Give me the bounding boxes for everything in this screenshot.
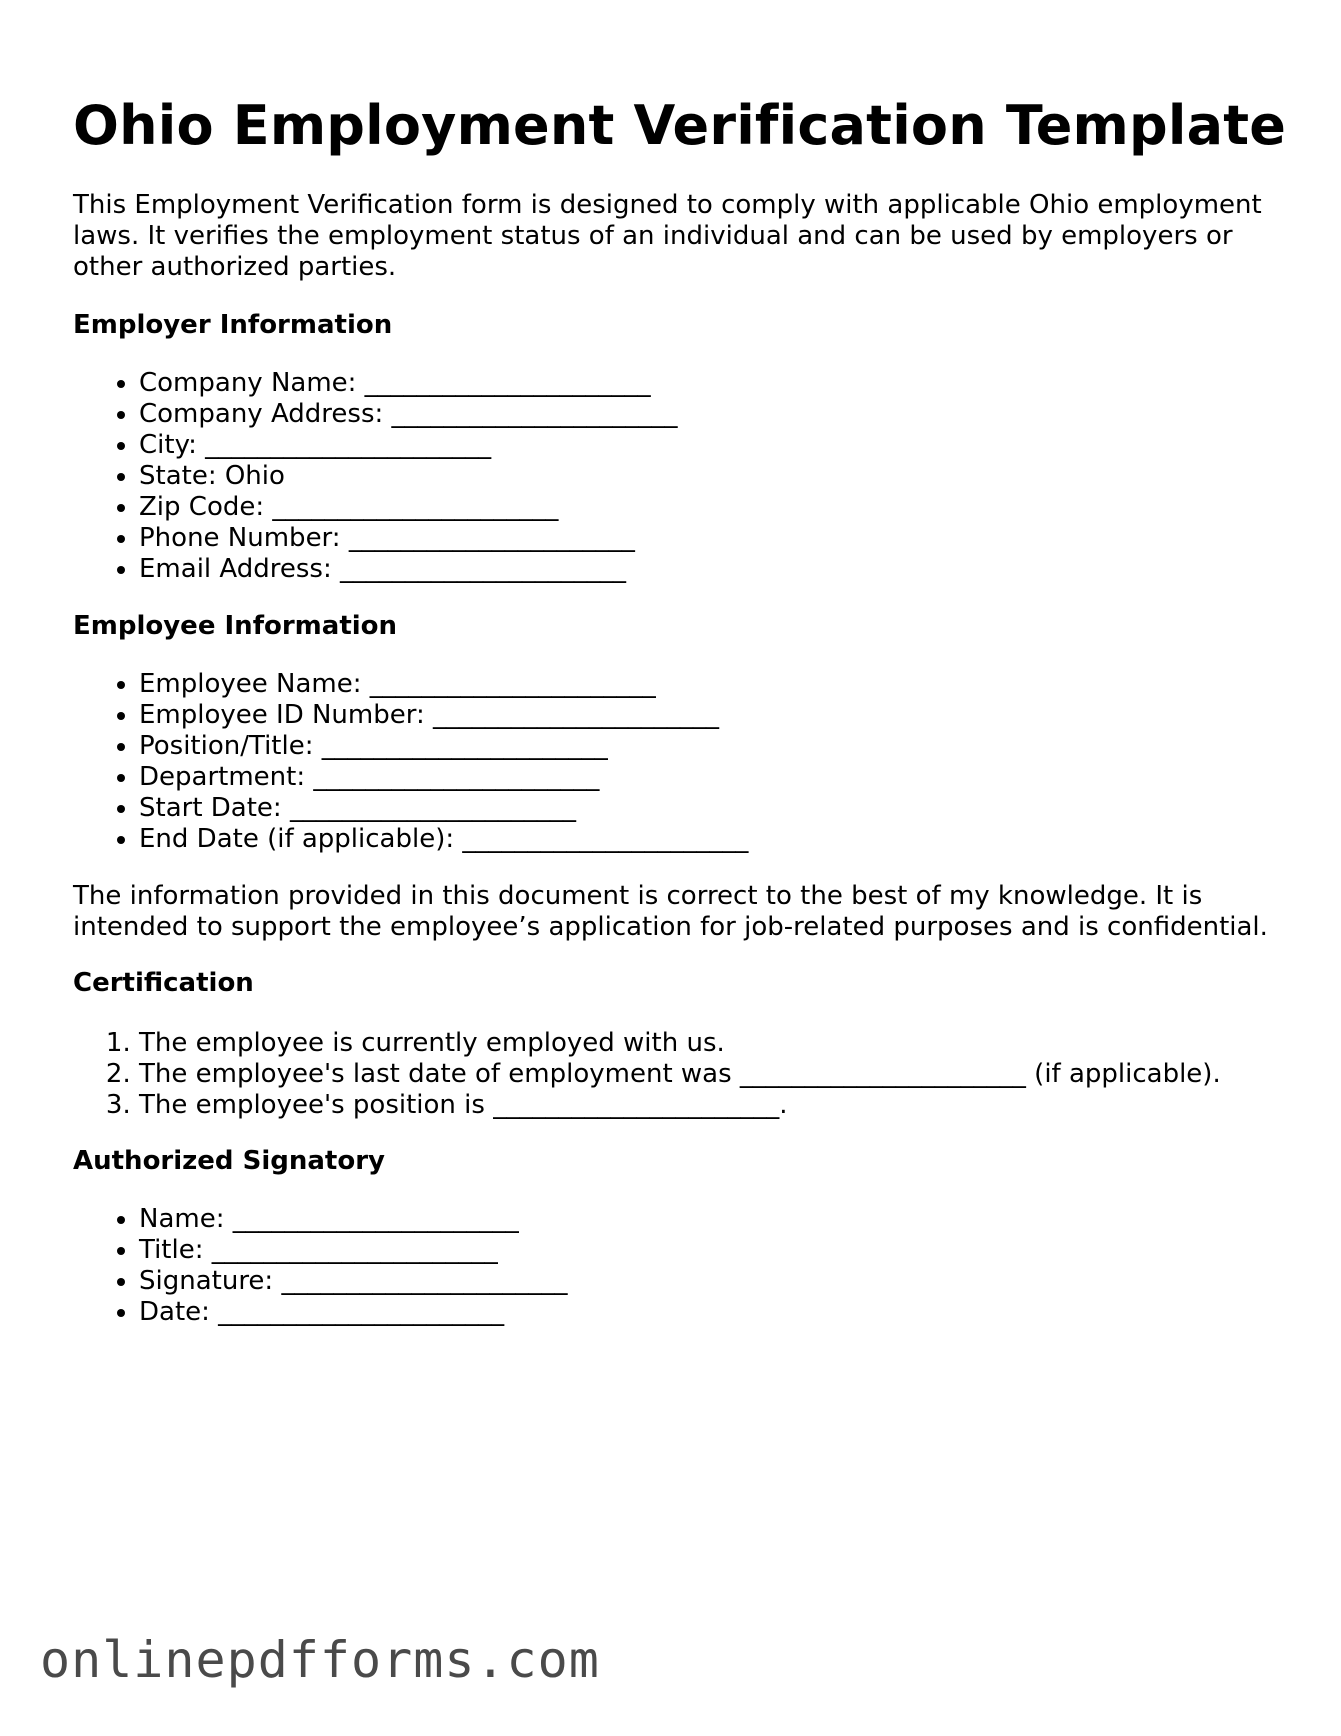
zip-code-field[interactable]: • Zip Code: ______________________ xyxy=(139,492,1293,523)
employee-id-field[interactable]: • Employee ID Number: ______________________ xyxy=(139,700,1293,731)
statement-paragraph: The information provided in this document is correct to the best of my knowledge. It is intended to support the employee’s application for job-related purposes and is confidential. xyxy=(73,881,1268,942)
certification-section-heading: Certification xyxy=(73,968,254,998)
employee-name-field[interactable]: • Employee Name: ______________________ xyxy=(139,669,1293,700)
document-title: Ohio Employment Verification Template xyxy=(73,94,1287,157)
signatory-section-heading: Authorized Signatory xyxy=(73,1146,385,1176)
company-name-field[interactable]: • Company Name: ______________________ xyxy=(139,368,1293,399)
end-date-field[interactable]: • End Date (if applicable): ______________________ xyxy=(139,824,1293,855)
certification-item: 1. The employee is currently employed with us. xyxy=(139,1028,1293,1059)
signatory-title-field[interactable]: • Title: ______________________ xyxy=(139,1235,1293,1266)
position-title-field[interactable]: • Position/Title: ______________________ xyxy=(139,731,1293,762)
state-field: • State: Ohio xyxy=(139,461,1293,492)
last-employment-date-field[interactable]: 2. The employee's last date of employment was ______________________ (if applicable). xyxy=(139,1059,1293,1090)
certification-list xyxy=(73,1028,1293,1121)
department-field[interactable]: • Department: ______________________ xyxy=(139,762,1293,793)
city-field[interactable]: • City: ______________________ xyxy=(139,430,1293,461)
signature-field[interactable]: • Signature: ______________________ xyxy=(139,1266,1293,1297)
intro-paragraph: This Employment Verification form is designed to comply with applicable Ohio employment laws. It verifies the employment status of an individual and can be used by employers or other authorized parties. xyxy=(73,190,1262,282)
employee-section-heading: Employee Information xyxy=(73,611,398,641)
email-address-field[interactable]: • Email Address: ______________________ xyxy=(139,554,1293,585)
company-address-field[interactable]: • Company Address: ______________________ xyxy=(139,399,1293,430)
certified-position-field[interactable]: 3. The employee's position is ______________________. xyxy=(139,1090,1293,1121)
employer-section-heading: Employer Information xyxy=(73,310,393,340)
employer-info-list xyxy=(73,368,1293,585)
watermark: onlinepdfforms.com xyxy=(40,1631,600,1689)
employee-info-list xyxy=(73,669,1293,855)
signatory-list xyxy=(73,1204,1293,1328)
document-page xyxy=(73,0,1293,1328)
signature-date-field[interactable]: • Date: ______________________ xyxy=(139,1297,1293,1328)
signatory-name-field[interactable]: • Name: ______________________ xyxy=(139,1204,1293,1235)
phone-number-field[interactable]: • Phone Number: ______________________ xyxy=(139,523,1293,554)
start-date-field[interactable]: • Start Date: ______________________ xyxy=(139,793,1293,824)
